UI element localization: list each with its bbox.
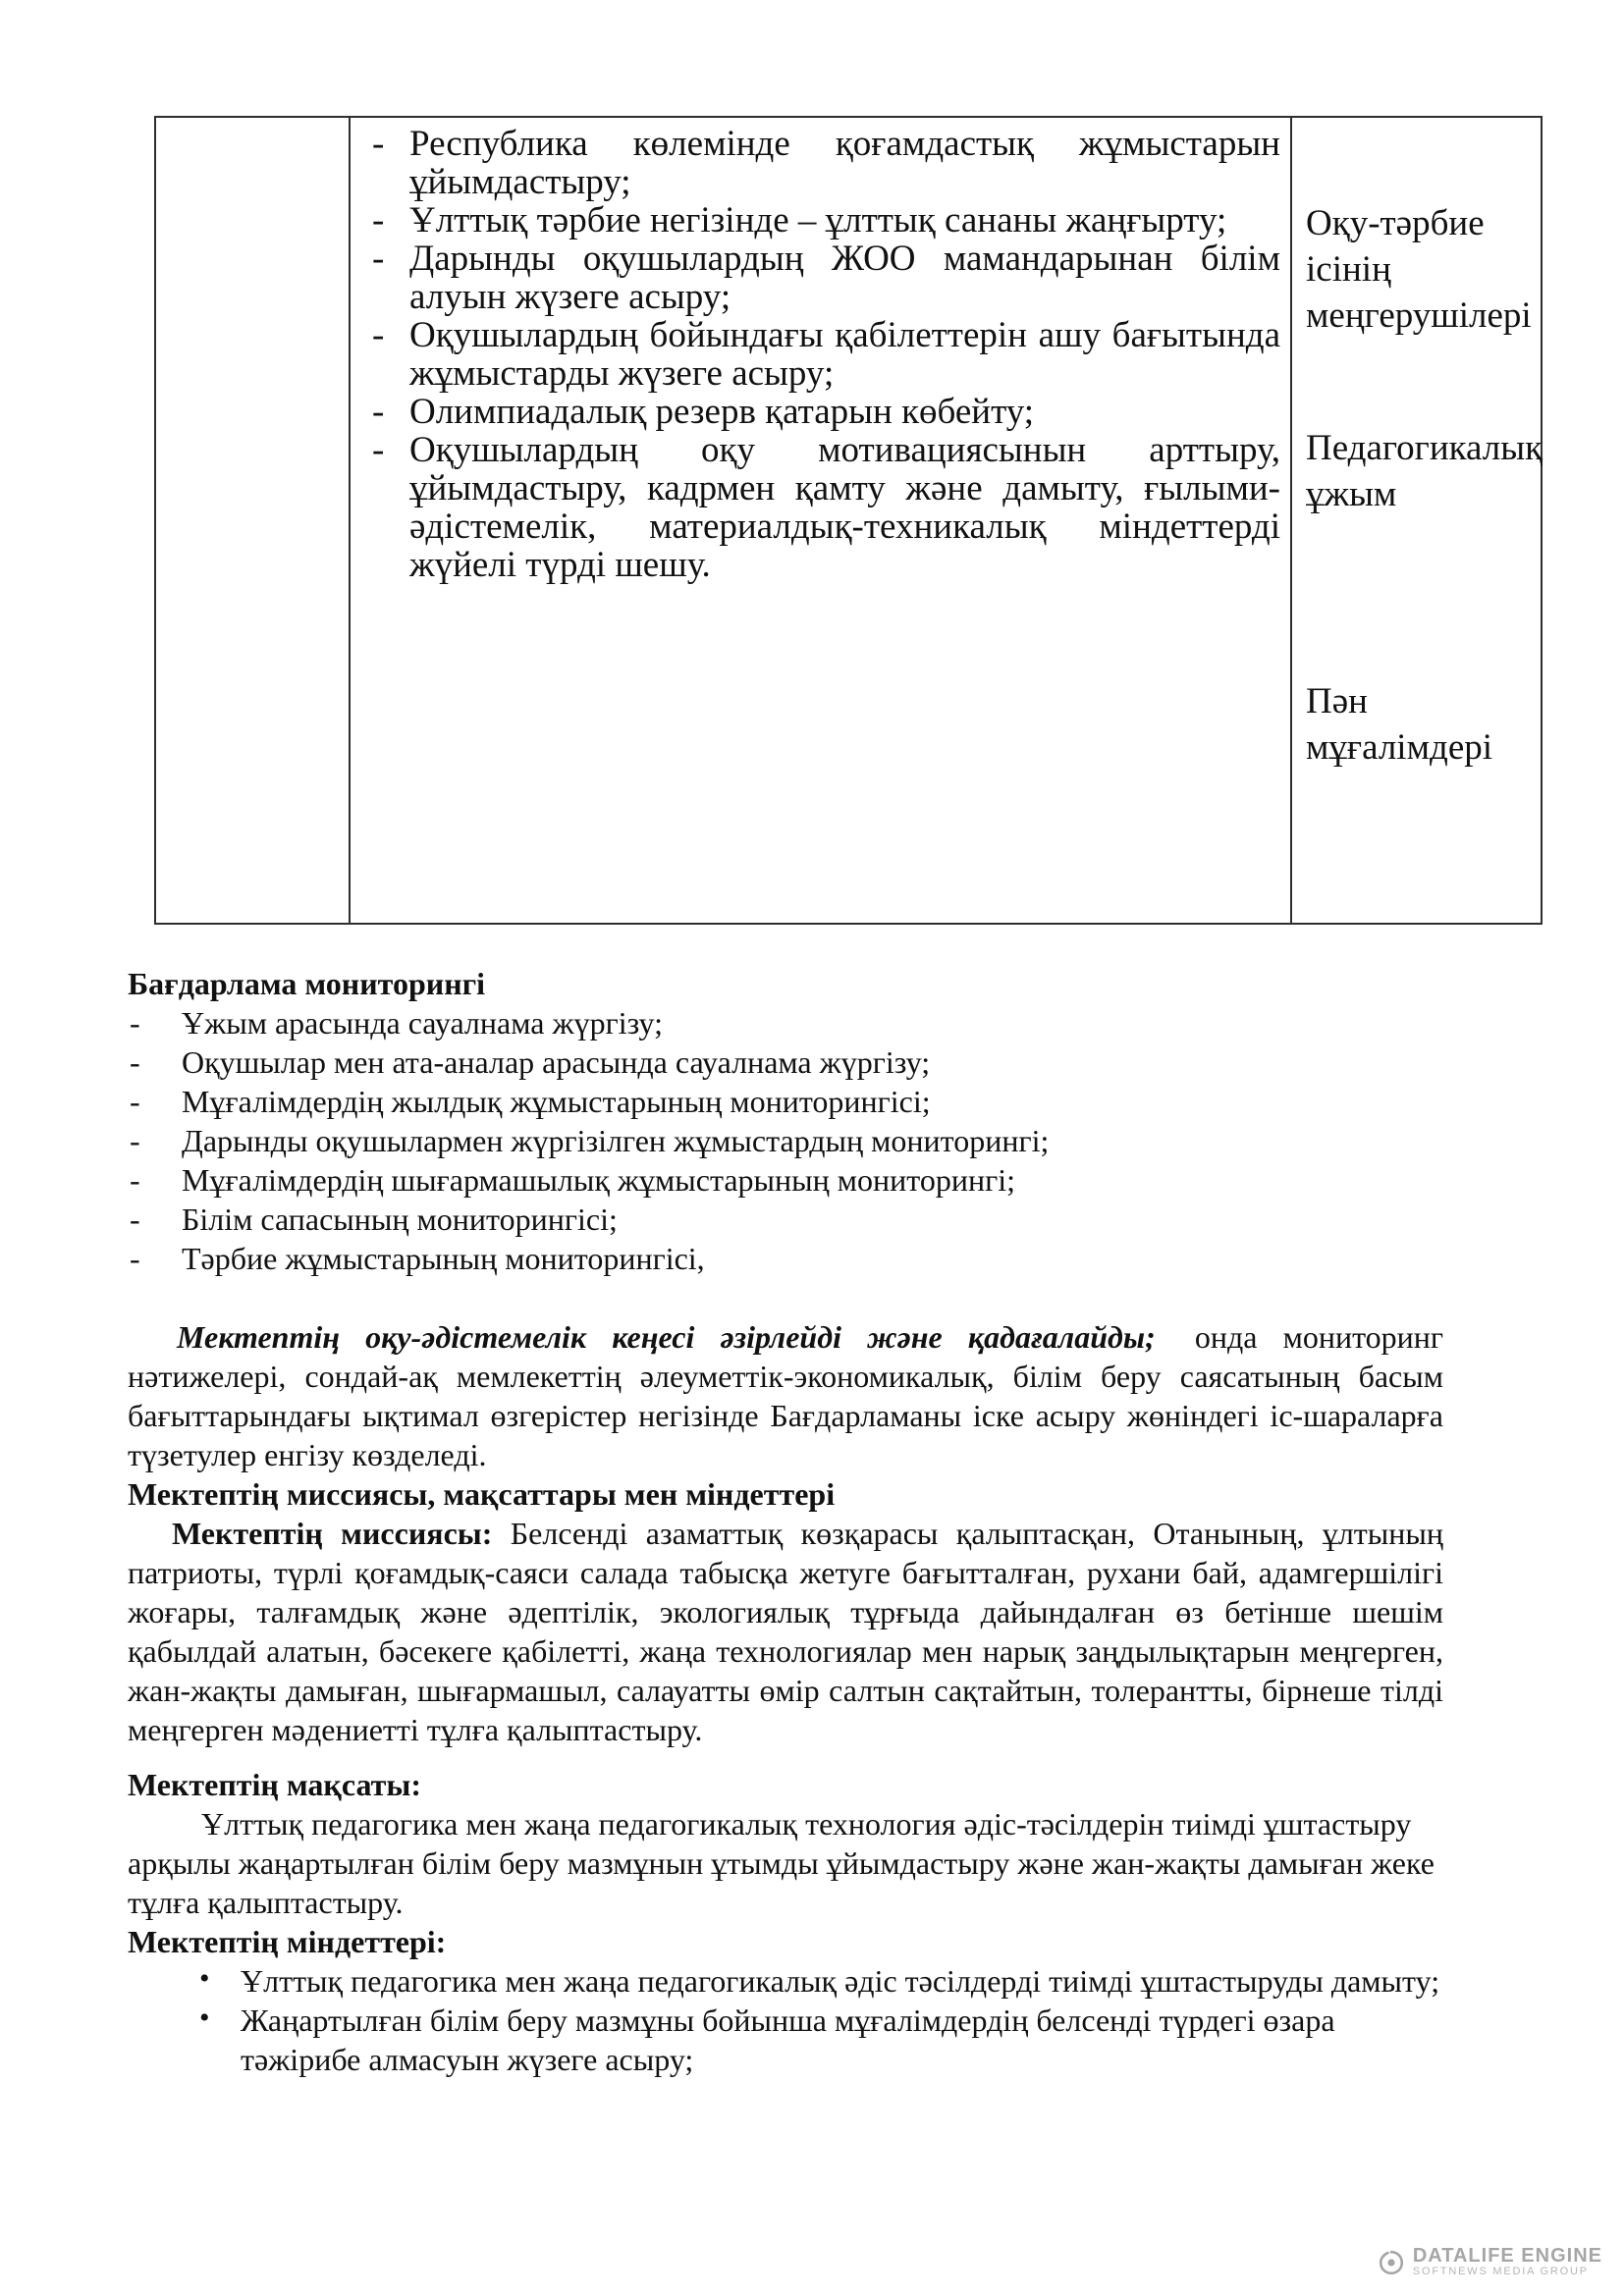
program-tasks-table: [154, 116, 1543, 925]
task-item: [366, 431, 1280, 584]
mission-paragraph: [128, 1514, 1443, 1749]
dash-marker: -: [130, 1005, 140, 1041]
objective-item-text: Ұлттық педагогика мен жаңа педагогикалық әдіс тәсілдерді тиімді ұштастыруды дамыту;: [241, 1963, 1440, 1999]
goal-paragraph: Ұлттық педагогика мен жаңа педагогикалық технология әдіс-тәсілдерін тиімді ұштастыру арқылы жаңартылған білім беру мазмұнын ұтымды ұйымдастыру және жан-жақты дамыған жеке тұлға қалыптастыру.: [128, 1806, 1435, 1920]
task-item-text: Республика көлемінде қоғамдастық жұмыстарын ұйымдастыру;: [409, 124, 1280, 202]
table-tasks-cell: [351, 118, 1292, 923]
watermark-subtitle: SOFTNEWS MEDIA GROUP: [1412, 2266, 1589, 2277]
monitoring-item-text: Дарынды оқушылармен жүргізілген жұмыстардың мониторингі;: [182, 1123, 1050, 1158]
dash-marker: -: [130, 1201, 140, 1237]
task-item: [366, 125, 1280, 201]
mission-section-heading: Мектептің миссиясы, мақсаттары мен міндеттері: [128, 1476, 836, 1512]
dash-marker: -: [372, 315, 385, 355]
dash-marker: -: [130, 1084, 140, 1119]
monitoring-item: [128, 1239, 1443, 1278]
document-body: [128, 964, 1443, 2079]
dash-marker: -: [130, 1162, 140, 1198]
task-item: [366, 201, 1280, 240]
dash-marker: -: [372, 392, 385, 432]
dash-marker: -: [130, 1044, 140, 1080]
goal-heading: Мектептің мақсаты:: [128, 1767, 421, 1802]
datalife-engine-eye-icon: [1378, 2249, 1405, 2276]
monitoring-item: [128, 1042, 1443, 1082]
responsible-label: Оқу-тәрбие ісінің меңгерушілері: [1306, 203, 1532, 336]
monitoring-item-text: Мұғалімдердің жылдық жұмыстарының мониторингісі;: [182, 1084, 931, 1119]
dash-marker: -: [372, 124, 385, 164]
bullet-marker: •: [199, 2002, 210, 2034]
objective-item: [128, 2001, 1443, 2079]
task-item: [366, 316, 1280, 393]
responsible-label: Педагогикалық ұжым: [1306, 428, 1543, 514]
monitoring-item: [128, 1003, 1443, 1042]
dash-marker: -: [372, 430, 385, 470]
monitoring-item: [128, 1121, 1443, 1160]
objective-item-text: Жаңартылған білім беру мазмұны бойынша мұғалімдердің белсенді түрдегі өзара тәжірибе алмасуын жүзеге асыру;: [241, 2002, 1335, 2077]
monitoring-item: [128, 1160, 1443, 1200]
council-body: онда мониторинг нәтижелері, сондай-ақ мемлекеттің әлеуметтік-экономикалық, білім беру саясатының басым бағыттарындағы ықтимал өзгерістер негізінде Бағдарламаны іске асыру жөніндегі іс-шараларға түзетулер енгізу көзделеді.: [128, 1319, 1444, 1472]
task-item-text: Олимпиадалық резерв қатарын көбейту;: [409, 392, 1035, 432]
monitoring-item-text: Тәрбие жұмыстарының мониторингісі,: [182, 1241, 705, 1276]
dash-marker: -: [130, 1123, 140, 1158]
table-empty-cell: [156, 118, 351, 923]
monitoring-item-text: Ұжым арасында сауалнама жүргізу;: [182, 1005, 664, 1041]
dash-marker: -: [372, 200, 385, 240]
monitoring-item-text: Білім сапасының мониторингісі;: [182, 1201, 618, 1237]
mission-body: Белсенді азаматтық көзқарасы қалыптасқан, Отанының, ұлтының патриоты, түрлі қоғамдық-саяси салада табысқа жетуге бағытталған, рухани бай, адамгершілігі жоғары, талғамдық және әдептілік, экологиялық тұрғыда дайындалған өз бетінше шешім қабылдай алатын, бәсекеге қабілетті, жаңа технологиялар мен нарық заңдылықтарын меңгерген, жан-жақты дамыған, шығармашыл, салауатты өмір салтын сақтайтын, толерантты, бірнеше тілді меңгерген мәдениетті тұлға қалыптастыру.: [128, 1516, 1444, 1747]
watermark-title: DATALIFE ENGINE: [1412, 2245, 1602, 2267]
council-paragraph: [128, 1317, 1443, 1474]
bullet-marker: •: [199, 1962, 210, 1995]
task-item-text: Ұлттық тәрбие негізінде – ұлттық сананы жаңғырту;: [409, 200, 1227, 240]
council-lead: Мектептің оқу-әдістемелік кеңесі әзірлейді және қадағалайды;: [177, 1319, 1156, 1355]
task-item-text: Оқушылардың оқу мотивациясынын арттыру, ұйымдастыру, кадрмен қамту және дамыту, ғылыми-әдістемелік, материалдық-техникалық міндеттерді жүйелі түрді шешу.: [409, 430, 1280, 585]
monitoring-heading: Бағдарлама мониторингі: [128, 966, 486, 1001]
objective-item: [128, 1961, 1443, 2001]
task-item: [366, 240, 1280, 316]
monitoring-item-text: Оқушылар мен ата-аналар арасында сауалнама жүргізу;: [182, 1044, 931, 1080]
datalife-engine-watermark: [1378, 2246, 1602, 2278]
task-item-text: Оқушылардың бойындағы қабілеттерін ашу бағытында жұмыстарды жүзеге асыру;: [409, 315, 1280, 394]
task-item-text: Дарынды оқушылардың ЖОО мамандарынан білім алуын жүзеге асыру;: [409, 239, 1280, 317]
monitoring-item: [128, 1200, 1443, 1239]
watermark-text: [1413, 2246, 1602, 2278]
task-item: [366, 393, 1280, 431]
responsible-label: Пән мұғалімдері: [1306, 681, 1493, 768]
table-responsible-cell: [1292, 118, 1543, 923]
dash-marker: -: [372, 239, 385, 279]
monitoring-item: [128, 1082, 1443, 1121]
dash-marker: -: [130, 1241, 140, 1276]
mission-lead: Мектептің миссиясы:: [172, 1516, 493, 1551]
monitoring-item-text: Мұғалімдердің шығармашылық жұмыстарының мониторингі;: [182, 1162, 1016, 1198]
objectives-heading: Мектептің міндеттері:: [128, 1924, 447, 1959]
